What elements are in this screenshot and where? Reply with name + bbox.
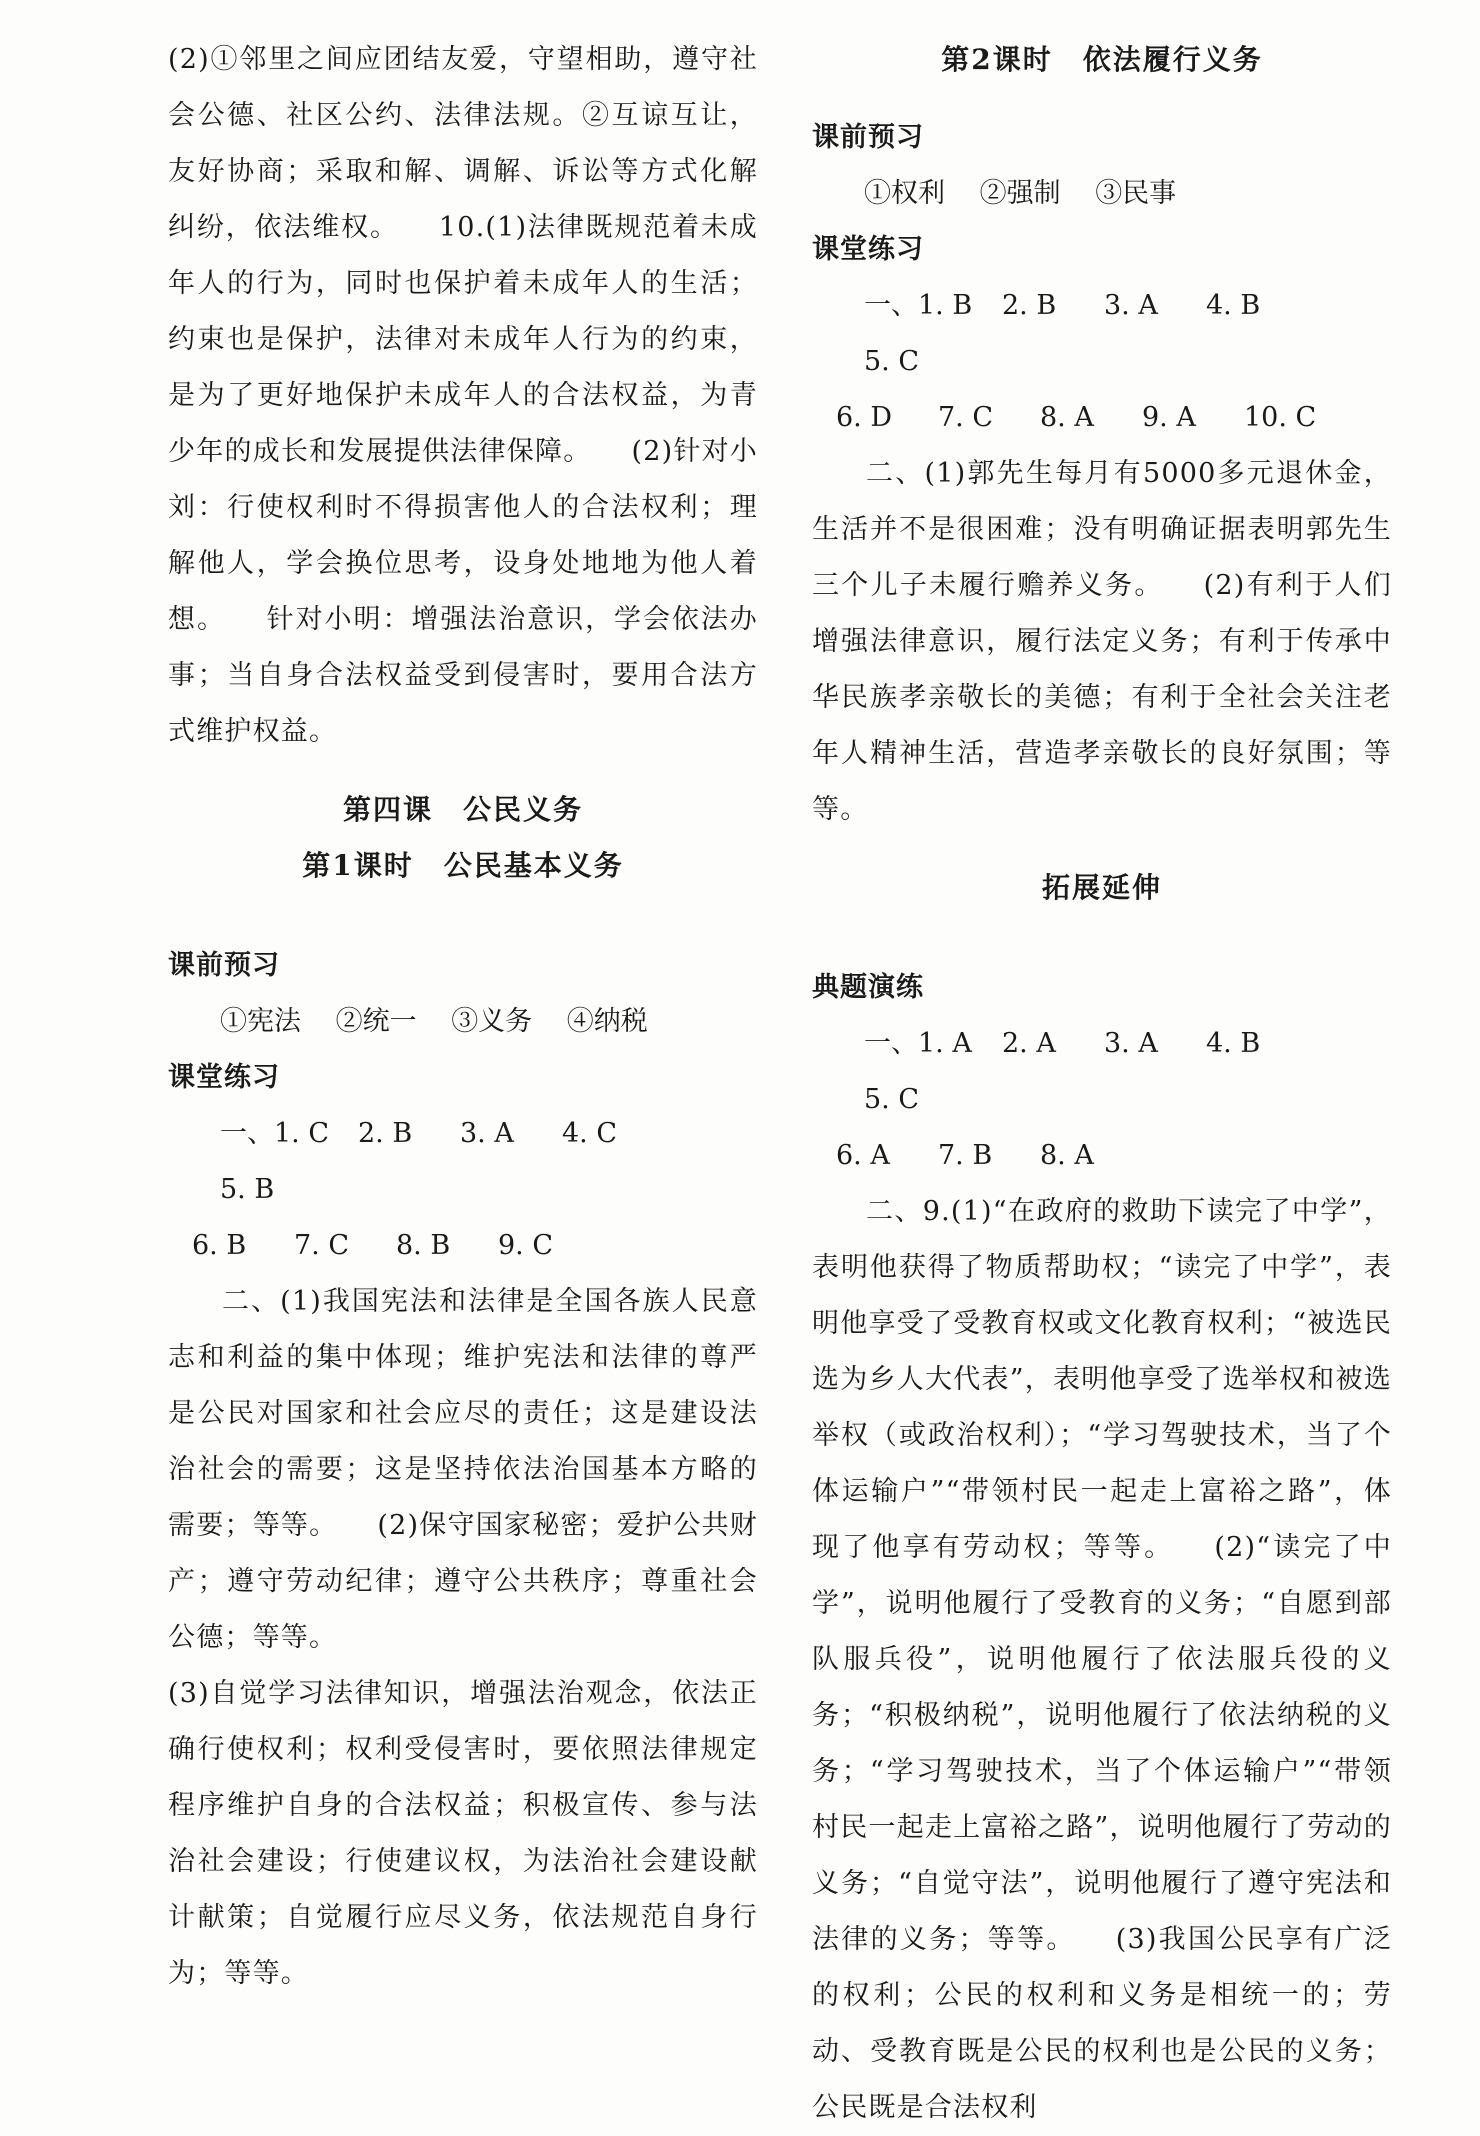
fill-answer: ②统一: [335, 1006, 417, 1037]
answer-text: (2)“读完了中学”，说明他履行了受教育的义务；“自愿到部队服兵役”，说明他履行了依法服兵役的义务；“积极纳税”，说明他履行了依法纳税的义务；“学习驾驶技术，当了个体运输户”“带领村民一起走上富裕之路”，说明他履行了劳动的义务；“自觉守法”，说明他履行了遵守宪法和法律的义务；等等。: [812, 1532, 1392, 1955]
choice-answer: 8. A: [1040, 402, 1094, 433]
choice-answer: 3. A: [1104, 290, 1158, 321]
preview-label: 课前预习: [168, 950, 280, 981]
preview-answers: [812, 166, 1392, 222]
choice-answer: 4. C: [562, 1118, 618, 1149]
preview-answers: [168, 994, 758, 1050]
choice-answer: 5. C: [864, 1084, 920, 1115]
answer-paragraph: (3)自觉学习法律知识，增强法治观念，依法正确行使权利；权利受侵害时，要依照法律规定程序维护自身的合法权益；积极宣传、参与法治社会建设；行使建议权，为法治社会建设献计献策；自觉履行应尽义务，依法规范自身行为；等等。: [168, 1678, 758, 1989]
answer-text: (2)有利于人们增强法律意识，履行法定义务；有利于传承中华民族孝亲敬长的美德；有利于全社会关注老年人精神生活，营造孝亲敬长的良好氛围；等等。: [812, 570, 1392, 825]
choice-answers: [812, 1016, 1392, 1128]
extension-title: 拓展延伸: [1041, 871, 1162, 904]
choice-answers: [812, 278, 1392, 390]
fill-answer: ③义务: [451, 1006, 533, 1037]
answer-text: (2)①邻里之间应团结友爱，守望相助，遵守社会公德、社区公约、法律法规。②互谅互让，友好协商；采取和解、调解、诉讼等方式化解纠纷，依法维权。: [168, 44, 758, 243]
choice-answer: 一、1. A: [864, 1028, 972, 1059]
lesson-title: 第四课 公民义务: [342, 793, 583, 826]
section-title: 第2课时 依法履行义务: [941, 43, 1263, 76]
choice-answer: 2. B: [1002, 290, 1057, 321]
left-column: [168, 32, 758, 2002]
choice-answer: 8. A: [1040, 1140, 1094, 1171]
choice-answer: 7. B: [938, 1140, 993, 1171]
fill-answer: ③民事: [1095, 178, 1177, 209]
answer-text: (3)我国公民享有广泛的权利；公民的权利和义务是相统一的；劳动、受教育既是公民的权利也是公民的义务；公民既是合法权利: [812, 1924, 1392, 2123]
choice-answer: 7. C: [294, 1230, 350, 1261]
choice-answer: 9. A: [1142, 402, 1196, 433]
answer-paragraph: [812, 1184, 1392, 2136]
answer-text: 10.(1)法律既规范着未成年人的行为，同时也保护着未成年人的生活；约束也是保护，法律对未成年人行为的约束，是为了更好地保护未成年人的合法权益，为青少年的成长和发展提供法律保障。: [168, 212, 758, 467]
choice-answer: 一、1. B: [864, 290, 973, 321]
choice-answer: 7. C: [938, 402, 994, 433]
fill-answer: ①权利: [864, 178, 945, 209]
choice-answer: 5. C: [864, 346, 920, 377]
fill-answer: ②强制: [979, 178, 1061, 209]
choice-answer: 8. B: [396, 1230, 451, 1261]
answer-paragraph: [168, 1274, 758, 1666]
choice-answers: [812, 1128, 1392, 1184]
choice-answer: 一、1. C: [220, 1118, 330, 1149]
choice-answer: 4. B: [1206, 1028, 1261, 1059]
demo-label: 典题演练: [812, 972, 924, 1003]
answer-paragraph: [812, 446, 1392, 838]
choice-answer: 5. B: [220, 1174, 275, 1205]
choice-answer: 6. A: [836, 1140, 890, 1171]
choice-answers: [168, 1218, 758, 1274]
preview-label: 课前预习: [812, 122, 924, 153]
answer-text: 针对小明：增强法治意识，学会依法办事；当自身合法权益受到侵害时，要用合法方式维护权益。: [168, 604, 758, 747]
answer-text: 二、9.(1)“在政府的救助下读完了中学”，表明他获得了物质帮助权；“读完了中学”，表明他享受了受教育权或文化教育权利；“被选民选为乡人大代表”，表明他享受了选举权和被选举权（或政治权利）；“学习驾驶技术，当了个体运输户”“带领村民一起走上富裕之路”，体现了他享有劳动权；等等。: [812, 1196, 1392, 1563]
answer-paragraph: [168, 32, 758, 760]
choice-answers: [812, 390, 1392, 446]
choice-answer: 4. B: [1206, 290, 1261, 321]
choice-answer: 9. C: [498, 1230, 554, 1261]
practice-label: 课堂练习: [812, 234, 924, 265]
practice-label: 课堂练习: [168, 1062, 280, 1093]
choice-answer: 2. B: [358, 1118, 413, 1149]
choice-answer: 6. B: [192, 1230, 247, 1261]
choice-answers: [168, 1106, 758, 1218]
choice-answer: 3. A: [1104, 1028, 1158, 1059]
fill-answer: ①宪法: [220, 1006, 301, 1037]
choice-answer: 6. D: [836, 402, 892, 433]
choice-answer: 2. A: [1002, 1028, 1056, 1059]
fill-answer: ④纳税: [566, 1006, 648, 1037]
section-title: 第1课时 公民基本义务: [302, 849, 624, 882]
choice-answer: 3. A: [460, 1118, 514, 1149]
right-column: [812, 32, 1392, 2136]
answer-text: 二、(1)郭先生每月有5000多元退休金，生活并不是很困难；没有明确证据表明郭先生三个儿子未履行赡养义务。: [812, 458, 1392, 601]
answer-text: (2)保守国家秘密；爱护公共财产；遵守劳动纪律；遵守公共秩序；尊重社会公德；等等。: [168, 1510, 759, 1653]
answer-text: (2)针对小刘：行使权利时不得损害他人的合法权利；理解他人，学会换位思考，设身处地地为他人着想。: [168, 436, 759, 635]
choice-answer: 10. C: [1244, 402, 1317, 433]
answer-text: 二、(1)我国宪法和法律是全国各族人民意志和利益的集中体现；维护宪法和法律的尊严是公民对国家和社会应尽的责任；这是建设法治社会的需要；这是坚持依法治国基本方略的需要；等等。: [168, 1286, 758, 1541]
